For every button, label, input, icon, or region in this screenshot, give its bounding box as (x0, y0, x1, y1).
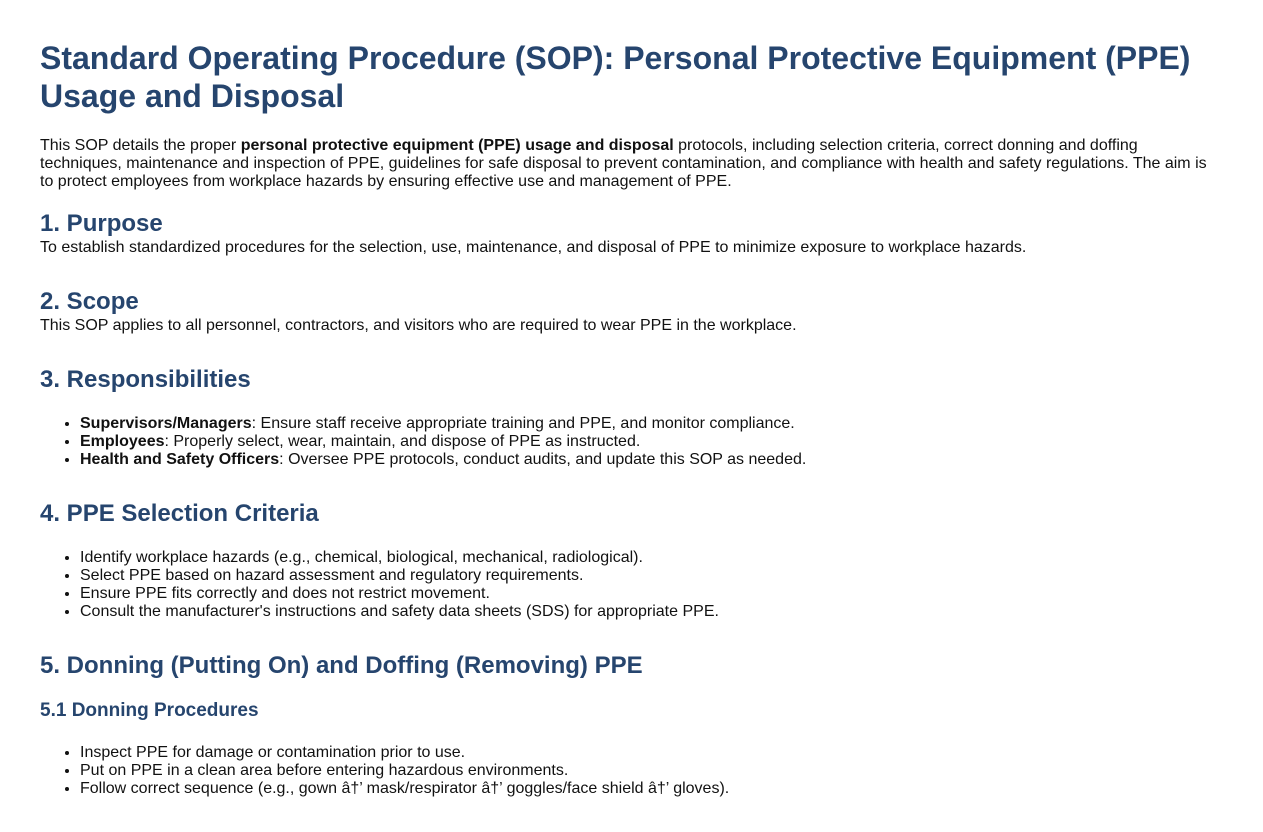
responsibilities-list (40, 415, 1220, 469)
role-description: : Ensure staff receive appropriate training and PPE, and monitor compliance. (251, 415, 795, 432)
donning-subheading: 5.1 Donning Procedures (40, 700, 259, 721)
list-item: • Ensure PPE fits correctly and does not restrict movement. (80, 585, 1220, 603)
purpose-text: To establish standardized procedures for the selection, use, maintenance, and disposal of PPE to minimize exposure to workplace hazards. (40, 239, 1027, 256)
role-label: Employees (80, 433, 165, 450)
list-item: • Consult the manufacturer's instructions and safety data sheets (SDS) for appropriate PPE. (80, 603, 1220, 621)
role-description: : Oversee PPE protocols, conduct audits, and update this SOP as needed. (279, 451, 807, 468)
role-description: : Properly select, wear, maintain, and dispose of PPE as instructed. (164, 433, 641, 450)
intro-text-start: This SOP details the proper (40, 137, 241, 154)
list-item: • Inspect PPE for damage or contamination prior to use. (80, 744, 1220, 762)
selection-heading: 4. PPE Selection Criteria (40, 500, 319, 527)
list-item: • Follow correct sequence (e.g., gown â†’ mask/respirator â†’ goggles/face shield â†’ gloves). (80, 780, 1220, 798)
donning-list (40, 744, 1220, 798)
intro-paragraph (40, 137, 1220, 191)
responsibilities-heading: 3. Responsibilities (40, 366, 251, 393)
list-item (80, 415, 1220, 433)
selection-list (40, 549, 1220, 621)
page-title: Standard Operating Procedure (SOP): Personal Protective Equipment (PPE) Usage and Disposal (40, 40, 1191, 114)
list-item: • Put on PPE in a clean area before entering hazardous environments. (80, 762, 1220, 780)
role-label: Health and Safety Officers (80, 451, 280, 468)
document (40, 0, 1220, 798)
list-item (80, 451, 1220, 469)
purpose-heading: 1. Purpose (40, 210, 163, 237)
intro-text-end: protocols, including selection criteria, correct donning and doffing techniques, maintenance and inspection of PPE, guidelines for safe disposal to prevent contamination, and compliance with health and safety regulations. The aim is to protect employees from workplace hazards by ensuring effective use and management of PPE. (40, 137, 1207, 190)
scope-heading: 2. Scope (40, 288, 139, 315)
donning-doffing-heading: 5. Donning (Putting On) and Doffing (Removing) PPE (40, 652, 643, 679)
list-item (80, 433, 1220, 451)
list-item: • Select PPE based on hazard assessment and regulatory requirements. (80, 567, 1220, 585)
role-label: Supervisors/Managers (80, 415, 252, 432)
intro-bold-phrase: personal protective equipment (PPE) usage and disposal (240, 137, 674, 154)
scope-text: This SOP applies to all personnel, contractors, and visitors who are required to wear PPE in the workplace. (40, 317, 797, 334)
list-item: • Identify workplace hazards (e.g., chemical, biological, mechanical, radiological). (80, 549, 1220, 567)
